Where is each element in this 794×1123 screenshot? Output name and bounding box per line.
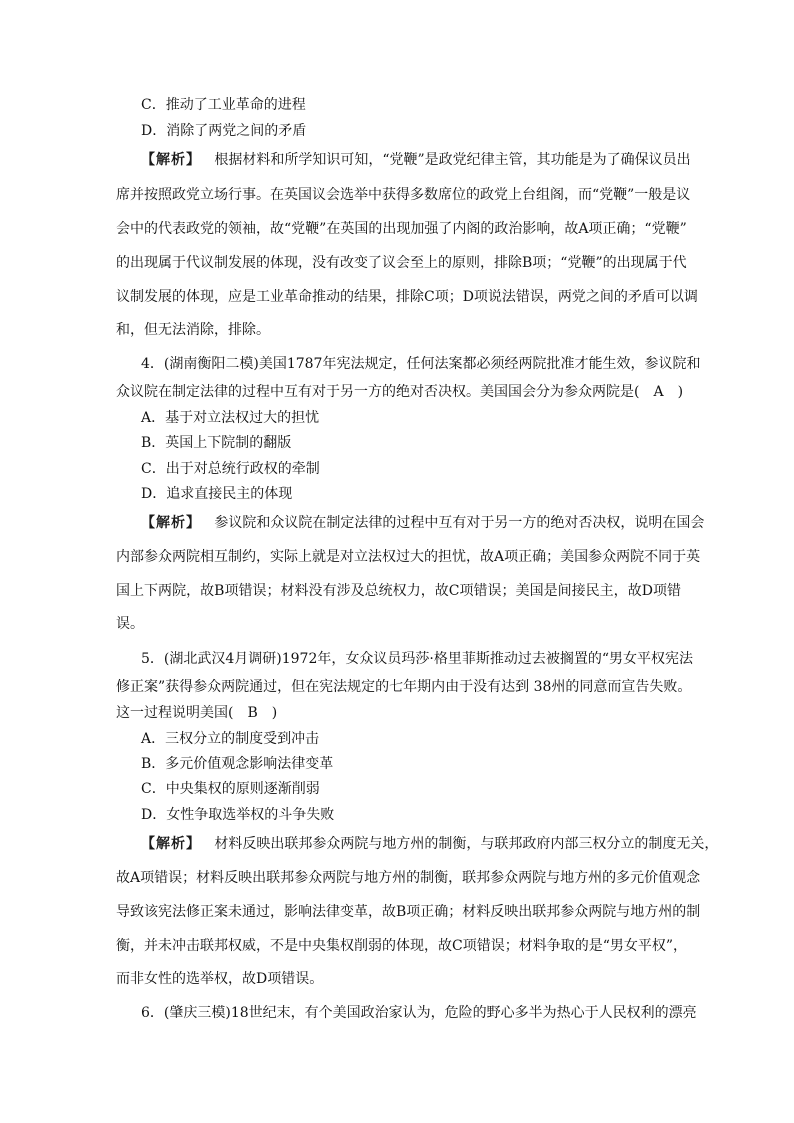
q5-analysis-line-4	[116, 937, 688, 955]
q3-analysis-line-4	[116, 254, 687, 272]
q4-stem-line-2: 众议院在制定法律的过程中互有对于另一方的绝对否决权。美国国会分为参众两院是( A )	[116, 384, 684, 400]
q3-option-d: D．消除了两党之间的矛盾	[141, 123, 307, 139]
q5-analysis-line-1	[141, 835, 718, 853]
analysis-tag: 【解析】	[141, 836, 201, 852]
analysis-tag: 【解析】	[141, 152, 201, 168]
analysis-tag: 【解析】	[141, 515, 201, 531]
q4-option-b: B．英国上下院制的翻版	[141, 435, 292, 451]
q3-option-c: C．推动了工业革命的进程	[141, 97, 306, 113]
analysis-text: 会中的代表政党的领袖，故“党鞭”在英国的出现加强了内阁的政治影响，故A项正确；“党鞭”	[116, 221, 687, 237]
q4-analysis-line-2	[116, 548, 701, 566]
analysis-text: 议制发展的体现，应是工业革命推动的结果，排除C项；D项说法错误，两党之间的矛盾可以调	[116, 289, 698, 305]
q4-stem-line-1	[141, 355, 701, 373]
q6-stem-line-1	[141, 1004, 697, 1022]
q4-option-d: D．追求直接民主的体现	[141, 486, 293, 502]
q4-option-a: A．基于对立法权过大的担忧	[141, 410, 320, 426]
q5-analysis-line-5: 而非女性的选举权，故D项错误。	[116, 971, 324, 987]
q5-option-c: C．中央集权的原则逐渐削弱	[141, 781, 320, 797]
q3-analysis-line-6: 和，但无法消除，排除。	[116, 322, 270, 338]
analysis-text: 材料反映出联邦参众两院与地方州的制衡，与联邦政府内部三权分立的制度无关，	[214, 836, 719, 852]
analysis-text: 根据材料和所学知识可知，“党鞭”是政党纪律主管，其功能是为了确保议员出	[214, 152, 691, 168]
q5-analysis-line-2	[116, 869, 701, 887]
q3-analysis-line-2	[116, 186, 691, 204]
q4-analysis-line-3	[116, 582, 681, 600]
q5-stem-line-3: 这一过程说明美国( B )	[116, 705, 278, 721]
analysis-text: 参议院和众议院在制定法律的过程中互有对于另一方的绝对否决权，说明在国会	[214, 515, 705, 531]
q4-analysis-line-1	[141, 514, 704, 532]
analysis-text: 内部参众两院相互制约，实际上就是对立法权过大的担忧，故A项正确；美国参众两院不同于英	[116, 549, 701, 565]
analysis-text: 国上下两院，故B项错误；材料没有涉及总统权力，故C项错误；美国是间接民主，故D项错	[116, 583, 681, 599]
analysis-text: 导致该宪法修正案未通过，影响法律变革，故B项正确；材料反映出联邦参众两院与地方州的制	[116, 904, 701, 920]
q3-analysis-line-1	[141, 151, 691, 169]
question-stem: 4．(湖南衡阳二模)美国1787年宪法规定，任何法案都必须经两院批准才能生效，参议院和	[141, 356, 701, 372]
q5-stem-line-2	[116, 678, 692, 696]
q5-analysis-line-3	[116, 903, 701, 921]
q5-stem-line-1	[141, 650, 693, 668]
q4-option-c: C．出于对总统行政权的牵制	[141, 461, 320, 477]
question-stem: 6．(肇庆三模)18世纪末，有个美国政治家认为，危险的野心多半为热心于人民权利的漂亮	[141, 1005, 697, 1021]
q3-analysis-line-5	[116, 288, 698, 306]
question-stem: 5．(湖北武汉4月调研)1972年，女众议员玛莎·格里菲斯推动过去被搁置的“男女平权宪法	[141, 651, 693, 667]
question-stem: 修正案”获得参众两院通过，但在宪法规定的七年期内由于没有达到 38州的同意而宣告失败。	[116, 679, 692, 695]
q5-option-a: A．三权分立的制度受到冲击	[141, 731, 320, 747]
analysis-text: 衡，并未冲击联邦权威，不是中央集权削弱的体现，故C项错误；材料争取的是“男女平权”，	[116, 938, 688, 954]
analysis-text: 的出现属于代议制发展的体现，没有改变了议会至上的原则，排除B项；“党鞭”的出现属于代	[116, 255, 687, 271]
q5-option-d: D．女性争取选举权的斗争失败	[141, 807, 335, 823]
q4-analysis-line-4: 误。	[116, 616, 144, 632]
analysis-text: 故A项错误；材料反映出联邦参众两院与地方州的制衡，联邦参众两院与地方州的多元价值观念	[116, 870, 701, 886]
analysis-text: 席并按照政党立场行事。在英国议会选举中获得多数席位的政党上台组阁，而“党鞭”一般是议	[116, 187, 691, 203]
q3-analysis-line-3	[116, 220, 687, 238]
q5-option-b: B．多元价值观念影响法律变革	[141, 756, 334, 772]
